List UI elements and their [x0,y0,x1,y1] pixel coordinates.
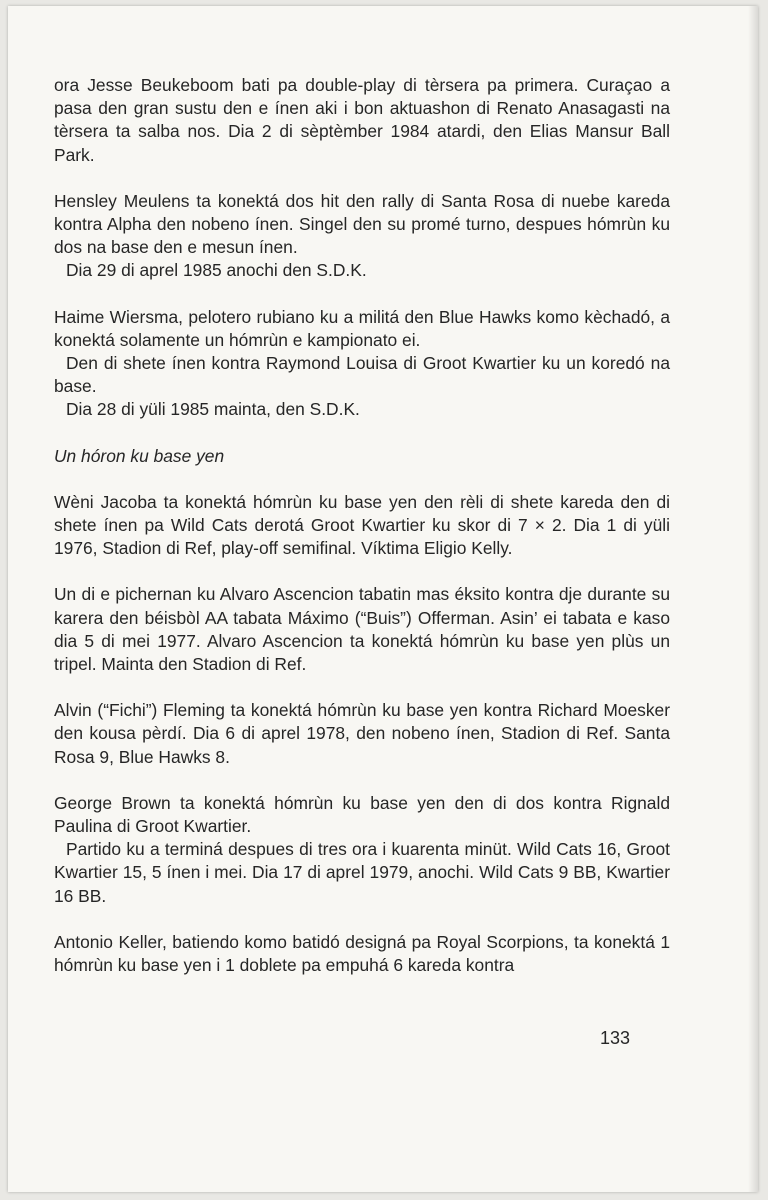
page-edge-shadow [748,6,758,1192]
section-heading: Un hóron ku base yen [54,445,225,466]
body-text [54,74,670,977]
paragraph-12: Antonio Keller, batiendo komo batidó designá pa Royal Scorpions, ta konektá 1 hómrùn ku base yen i 1 doblete pa empuhá 6 kareda kontra [54,931,670,976]
paragraph-10: George Brown ta konektá hómrùn ku base yen den di dos kontra Rignald Paulina di Groot Kwartier. [54,792,670,837]
paragraph-1: ora Jesse Beukeboom bati pa double-play di tèrsera pa primera. Curaçao a pasa den gran sustu den e ínen aki i bon aktuashon di Renato Anasagasti na tèrsera ta salba nos. Dia 2 di sèptèmber 1984 atardi, den Elias Mansur Ball Park. [54,75,670,165]
paragraph-6: Dia 28 di yüli 1985 mainta, den S.D.K. [66,399,360,420]
book-page [8,6,758,1192]
paragraph-3: Dia 29 di aprel 1985 anochi den S.D.K. [66,260,367,281]
page-number: 133 [600,1028,631,1048]
paragraph-7: Wèni Jacoba ta konektá hómrùn ku base yen den rèli di shete kareda den di shete ínen pa Wild Cats derotá Groot Kwartier ku skor di 7 × 2. Dia 1 di yüli 1976, Stadion di Ref, play-off semifinal. Víktima Eligio Kelly. [54,491,670,559]
paragraph-9: Alvin (“Fichi”) Fleming ta konektá hómrùn ku base yen kontra Richard Moesker den kousa pèrdí. Dia 6 di aprel 1978, den nobeno ínen, Stadion di Ref. Santa Rosa 9, Blue Hawks 8. [54,700,670,767]
paragraph-8: Un di e pichernan ku Alvaro Ascencion tabatin mas éksito kontra dje durante su karera den béisbòl AA tabata Máximo (“Buis”) Offerman. Asin’ ei tabata e kaso dia 5 di mei 1977. Alvaro Ascencion ta konektá hómrùn ku base yen plùs un tripel. Mainta den Stadion di Ref. [54,584,670,675]
paragraph-2: Hensley Meulens ta konektá dos hit den rally di Santa Rosa di nuebe kareda kontra Alpha den nobeno ínen. Singel den su promé turno, despues hómrùn ku dos na base den e mesun ínen. [54,190,670,258]
paragraph-11: Partido ku a terminá despues di tres ora i kuarenta minüt. Wild Cats 16, Groot Kwartier 15, 5 ínen i mei. Dia 17 di aprel 1979, anochi. Wild Cats 9 BB, Kwartier 16 BB. [54,839,670,906]
paragraph-5: Den di shete ínen kontra Raymond Louisa di Groot Kwartier ku un koredó na base. [54,353,670,397]
paragraph-4: Haime Wiersma, pelotero rubiano ku a militá den Blue Hawks komo kèchadó, a konektá solamente un hómrùn e kampionato ei. [54,306,670,350]
